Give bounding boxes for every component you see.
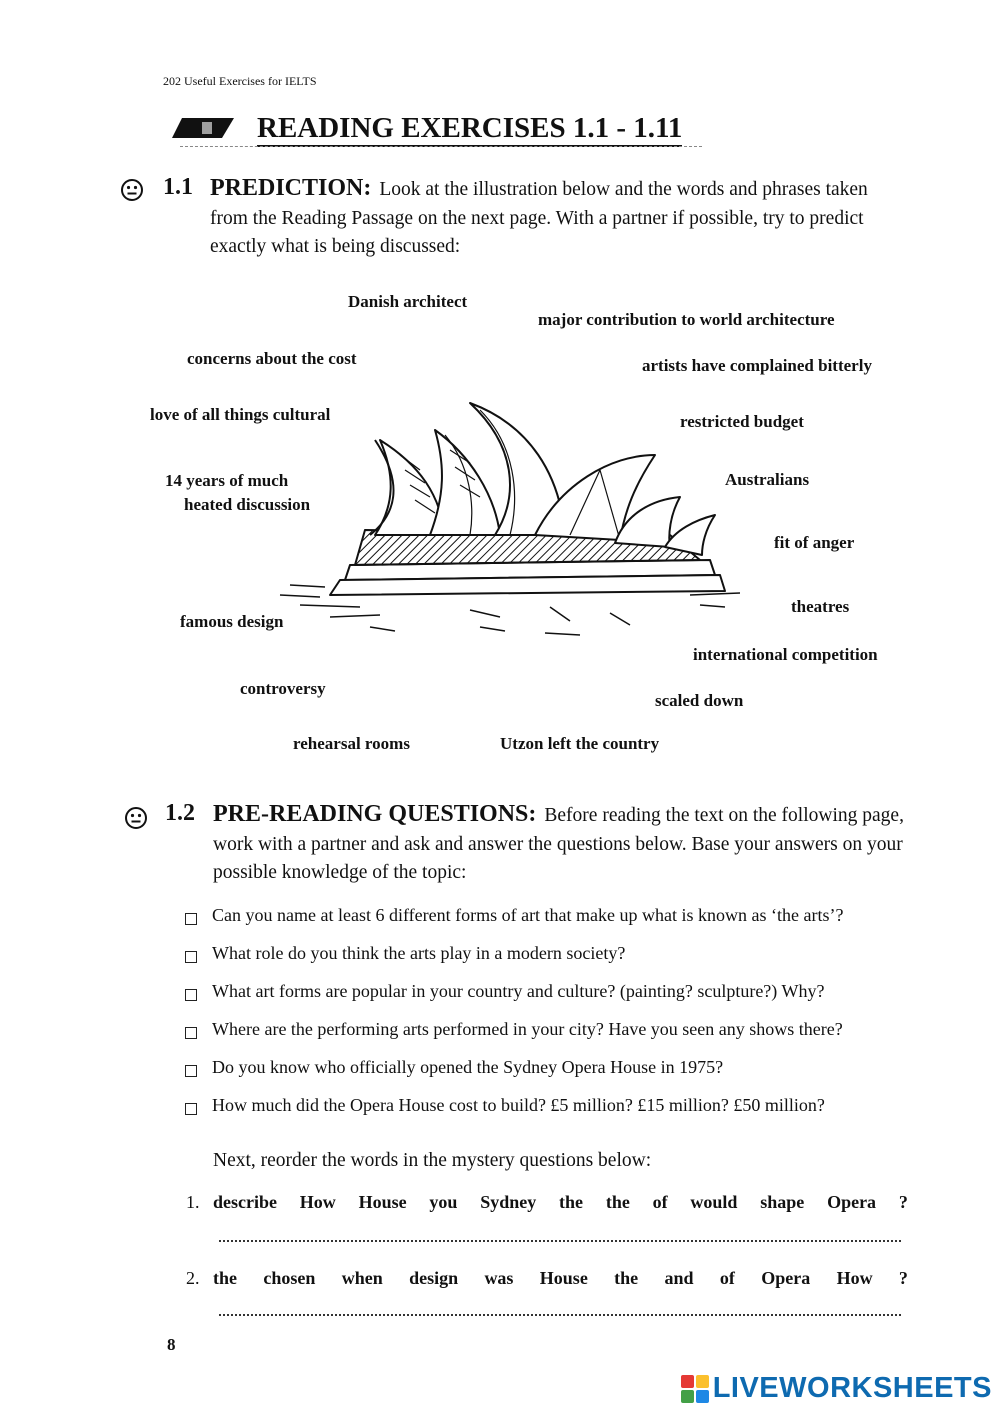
question-text: What role do you think the arts play in a modern society? — [212, 943, 626, 963]
word-cloud-item: theatres — [791, 597, 850, 616]
checkbox-icon — [185, 1103, 197, 1115]
page-number: 8 — [167, 1335, 176, 1354]
mystery-word-list — [213, 1192, 908, 1213]
section-1-number: 1.1 — [163, 174, 193, 200]
word-cloud-item: 14 years of much — [165, 471, 289, 490]
mystery-word: How — [836, 1268, 873, 1288]
word-cloud-item: fit of anger — [774, 533, 855, 552]
mystery-word: ? — [898, 1268, 908, 1288]
mystery-word: would — [690, 1192, 738, 1212]
checkbox-icon — [185, 989, 197, 1001]
question-item — [185, 1057, 945, 1095]
book-title: 202 Useful Exercises for IELTS — [163, 74, 317, 88]
question-item — [185, 981, 945, 1019]
question-text: What art forms are popular in your country and culture? (painting? sculpture?) Why? — [212, 981, 825, 1001]
sydney-opera-house-sketch-icon — [270, 395, 770, 645]
mystery-word: How — [299, 1192, 336, 1212]
mystery-word: Opera — [827, 1192, 877, 1212]
question-text: Where are the performing arts performed in your city? Have you seen any shows there? — [212, 1019, 843, 1039]
mystery-word: the — [559, 1192, 584, 1212]
word-cloud-item: restricted budget — [680, 412, 804, 431]
word-cloud-item: Danish architect — [348, 292, 468, 311]
word-cloud-item: famous design — [180, 612, 284, 631]
mystery-word: of — [719, 1268, 735, 1288]
mystery-word: and — [664, 1268, 694, 1288]
mystery-question-number: 2. — [186, 1268, 200, 1288]
word-cloud-item: scaled down — [655, 691, 744, 710]
section-2-paragraph — [213, 800, 913, 888]
answer-line-1[interactable] — [219, 1240, 901, 1242]
mystery-word-list — [213, 1268, 908, 1289]
smiley-face-icon — [124, 806, 148, 830]
checkbox-icon — [185, 913, 197, 925]
section-2-heading: PRE-READING QUESTIONS: — [213, 801, 537, 827]
mystery-word: you — [429, 1192, 458, 1212]
word-cloud-item: heated discussion — [184, 495, 311, 514]
answer-line-2[interactable] — [219, 1314, 901, 1316]
section-1-text: Look at the illustration below and the words and phrases taken from the Reading Passage on the next page. With a partner if possible, try to predict exactly what is being discussed: — [210, 179, 868, 257]
checkbox-icon — [185, 1027, 197, 1039]
word-cloud-item: concerns about the cost — [187, 349, 357, 368]
mystery-word: Opera — [761, 1268, 811, 1288]
checkbox-icon — [185, 951, 197, 963]
mystery-word: shape — [760, 1192, 805, 1212]
question-item — [185, 1095, 945, 1133]
mystery-word: House — [358, 1192, 407, 1212]
mystery-word: the — [614, 1268, 639, 1288]
mystery-word: the — [605, 1192, 630, 1212]
section-2-number: 1.2 — [165, 800, 195, 826]
mystery-word: when — [341, 1268, 383, 1288]
mystery-word: design — [409, 1268, 459, 1288]
mystery-word: was — [484, 1268, 514, 1288]
mystery-word: chosen — [263, 1268, 316, 1288]
mystery-word: describe — [213, 1192, 277, 1212]
word-cloud-item: artists have complained bitterly — [642, 356, 872, 375]
section-2-text: Before reading the text on the following page, work with a partner and ask and answer the questions below. Base your answers on your possible knowledge of the topic: — [213, 805, 904, 883]
liveworksheets-logo-icon — [681, 1375, 709, 1403]
question-text: Do you know who officially opened the Sydney Opera House in 1975? — [212, 1057, 724, 1077]
liveworksheets-brand[interactable] — [681, 1372, 992, 1405]
chapter-title: READING EXERCISES 1.1 - 1.11 — [257, 112, 682, 147]
question-item — [185, 1019, 945, 1057]
question-text: How much did the Opera House cost to build? £5 million? £15 million? £50 million? — [212, 1095, 825, 1115]
mystery-question-number: 1. — [186, 1192, 200, 1212]
section-1-paragraph — [210, 174, 910, 262]
mystery-word: House — [539, 1268, 588, 1288]
pre-reading-question-list — [185, 905, 945, 1133]
checkbox-icon — [185, 1065, 197, 1077]
chapter-rule — [180, 146, 702, 147]
question-item — [185, 943, 945, 981]
word-cloud-item: Australians — [725, 470, 810, 489]
word-cloud-item: love of all things cultural — [150, 405, 331, 424]
question-item — [185, 905, 945, 943]
mystery-word: ? — [898, 1192, 908, 1212]
section-1-heading: PREDICTION: — [210, 175, 372, 201]
word-cloud-item: international competition — [693, 645, 878, 664]
word-cloud-item: major contribution to world architecture — [538, 310, 835, 329]
smiley-face-icon — [120, 178, 144, 202]
mystery-word: of — [652, 1192, 668, 1212]
word-cloud-item: controversy — [240, 679, 326, 698]
brand-name: LIVEWORKSHEETS — [712, 1372, 992, 1404]
question-text: Can you name at least 6 different forms of art that make up what is known as ‘the arts’? — [212, 905, 844, 925]
mystery-word: the — [213, 1268, 237, 1288]
word-cloud-item: rehearsal rooms — [293, 734, 410, 753]
word-cloud-item: Utzon left the country — [500, 734, 660, 753]
mystery-intro: Next, reorder the words in the mystery questions below: — [213, 1150, 652, 1171]
chapter-marker-icon — [172, 116, 234, 140]
mystery-word: Sydney — [480, 1192, 537, 1212]
